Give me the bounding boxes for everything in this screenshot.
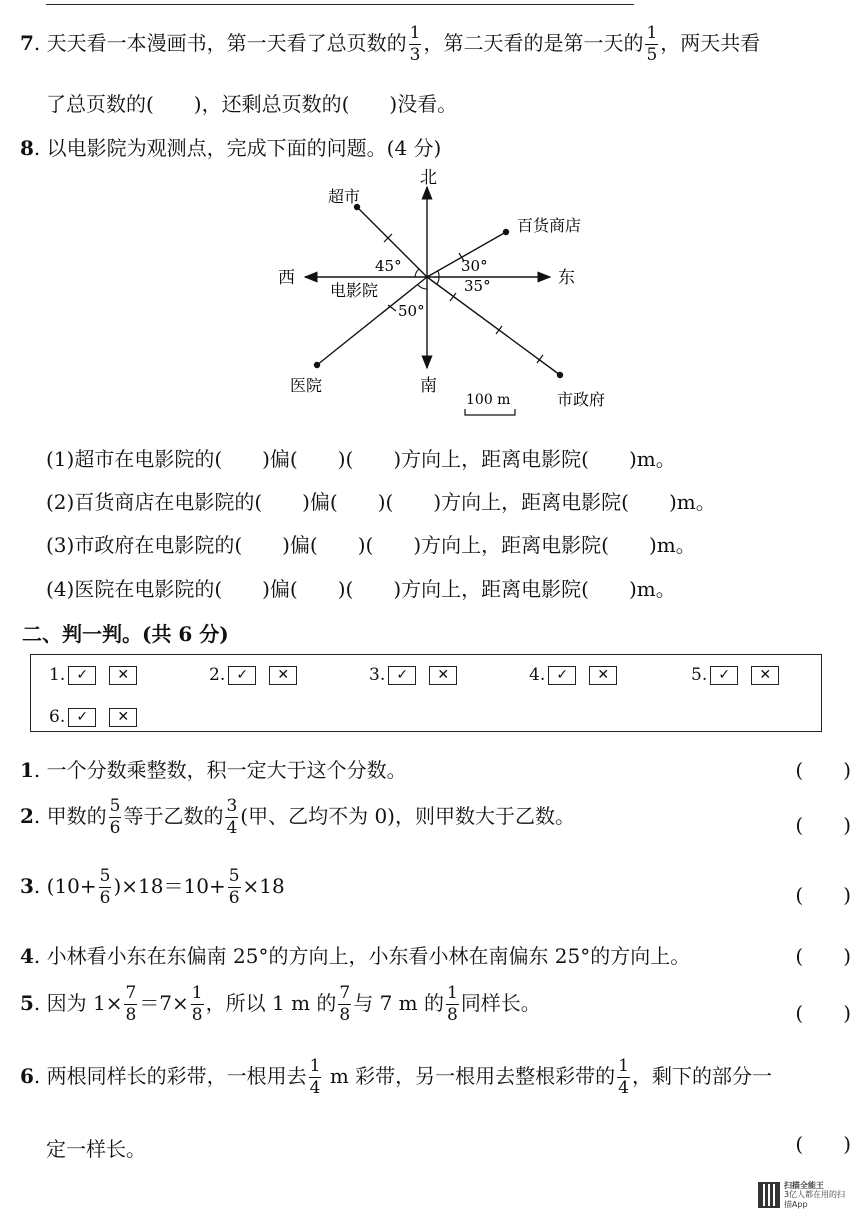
fraction: $\frac{1}{4}$	[309, 1056, 321, 1098]
fraction: $\frac{5}{6}$	[99, 866, 111, 908]
answer-item: 4. ✓ ✕	[529, 665, 627, 685]
label-angle-35: 35°	[464, 277, 491, 295]
answer-paren[interactable]: ( )	[795, 1001, 851, 1025]
answer-paren[interactable]: ( )	[795, 1132, 851, 1156]
check-box[interactable]: ✓	[68, 708, 96, 727]
label-north: 北	[420, 168, 437, 188]
cross-box[interactable]: ✕	[429, 666, 457, 685]
check-box[interactable]: ✓	[548, 666, 576, 685]
check-box[interactable]: ✓	[68, 666, 96, 685]
answer-paren[interactable]: ( )	[795, 883, 851, 907]
section-title: 二、判一判。(共 6 分)	[22, 622, 229, 646]
answer-paren[interactable]: ( )	[795, 758, 851, 782]
answer-item: 6. ✓ ✕	[49, 707, 147, 727]
label-supermarket: 超市	[328, 187, 361, 206]
point-department-store	[503, 229, 509, 235]
judge-4: 4. 小林看小东在东偏南 25°的方向上，小东看小林在南偏东 25°的方向上。	[20, 944, 691, 968]
scanner-watermark: 扫描全能王 3亿人都在用的扫描App	[758, 1179, 853, 1211]
fraction: $\frac{5}{6}$	[109, 796, 121, 838]
top-rule	[46, 4, 634, 5]
judge-2: 2. 甲数的 $\frac{5}{6}$ 等于乙数的 $\frac{3}{4}$ (甲、乙均不为 0)，则甲数大于乙数。	[20, 796, 575, 838]
check-box[interactable]: ✓	[228, 666, 256, 685]
cross-box[interactable]: ✕	[751, 666, 779, 685]
answer-item: 5. ✓ ✕	[691, 665, 789, 685]
point-city-hall	[557, 372, 563, 378]
fraction: $\frac{7}{8}$	[339, 983, 351, 1025]
label-angle-50: 50°	[398, 302, 425, 320]
qr-code-icon	[758, 1182, 780, 1208]
check-box[interactable]: ✓	[710, 666, 738, 685]
answer-item: 2. ✓ ✕	[209, 665, 307, 685]
label-city-hall: 市政府	[557, 390, 606, 409]
fraction: $\frac{1}{5}$	[646, 23, 658, 65]
question-7-line2: 了总页数的( )，还剩总页数的( )没看。	[46, 92, 458, 116]
cross-box[interactable]: ✕	[269, 666, 297, 685]
cross-box[interactable]: ✕	[109, 708, 137, 727]
label-angle-30: 30°	[461, 257, 488, 275]
fraction: $\frac{7}{8}$	[125, 983, 137, 1025]
judge-6-line1: 6. 两根同样长的彩带，一根用去 $\frac{1}{4}$ m 彩带，另一根用去整根彩带的 $\frac{1}{4}$ ，剩下的部分一	[20, 1056, 772, 1098]
point-hospital	[314, 362, 320, 368]
answer-box	[30, 654, 822, 732]
direction-diagram	[270, 165, 606, 415]
fraction: $\frac{1}{3}$	[409, 23, 421, 65]
answer-item: 1. ✓ ✕	[49, 665, 147, 685]
q8-sub-4: (4)医院在电影院的( )偏( )( )方向上，距离电影院( )m。	[46, 577, 676, 601]
answer-paren[interactable]: ( )	[795, 944, 851, 968]
q8-sub-2: (2)百货商店在电影院的( )偏( )( )方向上，距离电影院( )m。	[46, 490, 716, 514]
check-box[interactable]: ✓	[388, 666, 416, 685]
judge-3: 3. (10+ $\frac{5}{6}$ )×18＝10+ $\frac{5}{6}$ ×18	[20, 866, 285, 908]
label-angle-45: 45°	[375, 257, 402, 275]
scale-label: 100 m	[466, 392, 511, 408]
label-west: 西	[278, 268, 295, 288]
answer-item: 3. ✓ ✕	[369, 665, 467, 685]
q8-sub-3: (3)市政府在电影院的( )偏( )( )方向上，距离电影院( )m。	[46, 533, 696, 557]
fraction: $\frac{3}{4}$	[226, 796, 238, 838]
question-7-line1: 7. 天天看一本漫画书，第一天看了总页数的 $\frac{1}{3}$ ，第二天看的是第一天的 $\frac{1}{5}$ ，两天共看	[20, 23, 761, 65]
label-hospital: 医院	[290, 376, 323, 395]
ray-city-hall	[427, 277, 560, 375]
question-8: 8. 以电影院为观测点，完成下面的问题。(4 分)	[20, 136, 442, 160]
cross-box[interactable]: ✕	[109, 666, 137, 685]
label-south: 南	[420, 376, 437, 396]
answer-paren[interactable]: ( )	[795, 813, 851, 837]
fraction: $\frac{1}{8}$	[191, 983, 203, 1025]
q8-sub-1: (1)超市在电影院的( )偏( )( )方向上，距离电影院( )m。	[46, 447, 676, 471]
label-east: 东	[558, 268, 575, 288]
cross-box[interactable]: ✕	[589, 666, 617, 685]
label-center: 电影院	[330, 281, 379, 300]
fraction: $\frac{1}{8}$	[446, 983, 458, 1025]
label-department-store: 百货商店	[517, 216, 582, 235]
fraction: $\frac{5}{6}$	[228, 866, 240, 908]
scale-bar	[465, 409, 515, 415]
fraction: $\frac{1}{4}$	[618, 1056, 629, 1098]
judge-5: 5. 因为 1× $\frac{7}{8}$ ＝7× $\frac{1}{8}$ ，所以 1 m 的 $\frac{7}{8}$ 与 7 m 的 $\frac{1}{8}$ 同样长。	[20, 983, 541, 1025]
judge-6-line2: 定一样长。	[46, 1137, 146, 1161]
judge-1: 1. 一个分数乘整数，积一定大于这个分数。	[20, 758, 407, 782]
